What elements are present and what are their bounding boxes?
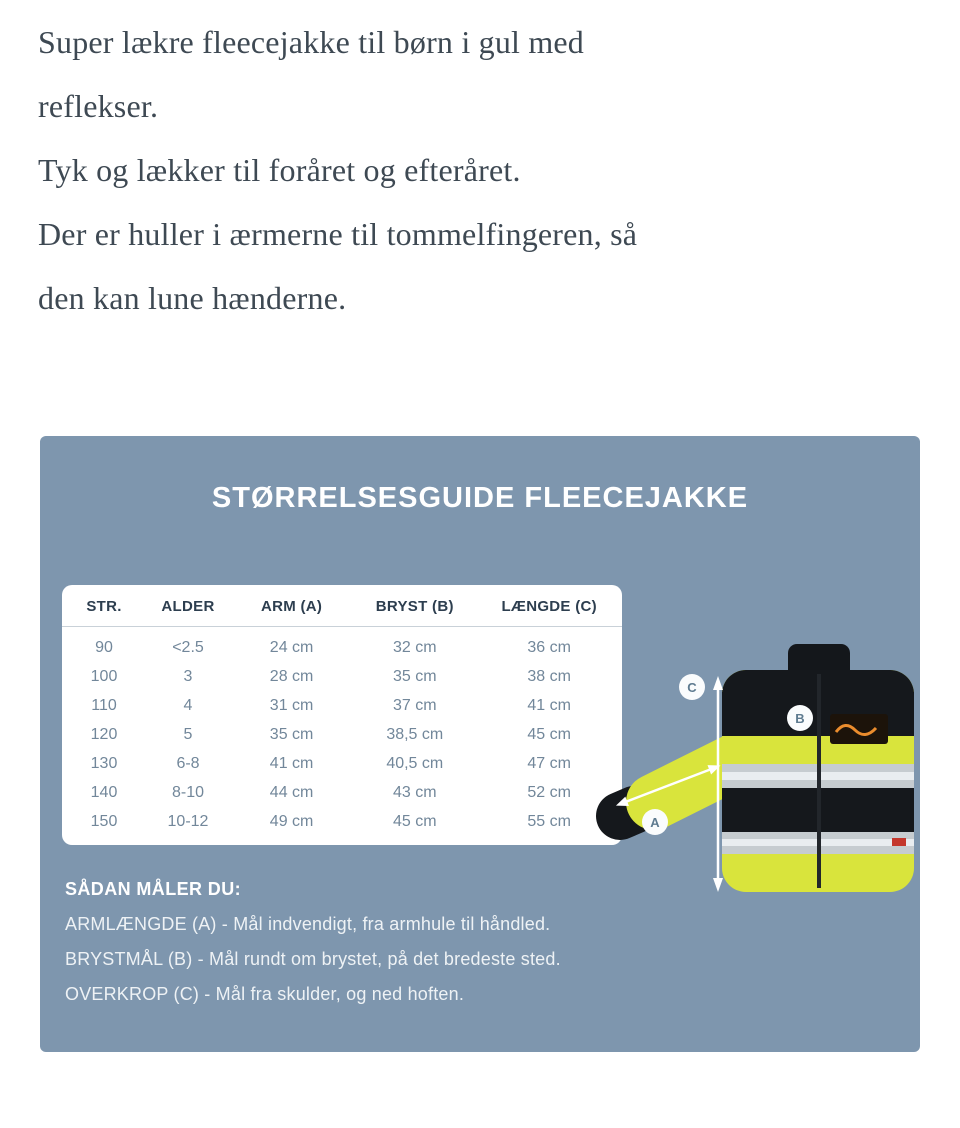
- cell-str: 110: [91, 697, 117, 714]
- measure-label-a: [642, 809, 668, 835]
- cell-bryst: 35 cm: [392, 668, 437, 685]
- product-description: [0, 0, 960, 330]
- cell-bryst: 45 cm: [392, 813, 437, 830]
- cell-str: 140: [90, 784, 118, 801]
- cell-bryst: 38,5 cm: [386, 726, 444, 743]
- col-header-alder: ALDER: [146, 585, 230, 627]
- col-header-bryst: BRYST (B): [353, 585, 476, 627]
- cell-bryst: 32 cm: [392, 639, 437, 656]
- measuring-heading: SÅDAN MÅLER DU:: [65, 878, 241, 899]
- red-tag: [892, 838, 906, 846]
- cell-str: 90: [95, 639, 113, 656]
- cell-arm: 44 cm: [269, 784, 314, 801]
- cell-str: 150: [90, 813, 118, 830]
- svg-text:B: B: [795, 711, 805, 726]
- cell-arm: 41 cm: [269, 755, 314, 772]
- jacket-illustration: [588, 634, 918, 914]
- cell-arm: 35 cm: [269, 726, 314, 743]
- cell-bryst: 40,5 cm: [386, 755, 444, 772]
- description-line: Der er huller i ærmerne til tommelfingeren, så: [38, 216, 638, 252]
- cell-laengde: 38 cm: [527, 668, 571, 685]
- cell-laengde: 36 cm: [527, 639, 571, 656]
- measuring-line-overkrop: OVERKROP (C) - Mål fra skulder, og ned hoften.: [65, 983, 465, 1004]
- cell-str: 120: [90, 726, 118, 743]
- table-row: [62, 721, 622, 750]
- cell-alder: 4: [183, 697, 193, 714]
- cell-laengde: 47 cm: [527, 755, 571, 772]
- table-row: [62, 750, 622, 779]
- size-table-panel: [62, 585, 622, 845]
- description-line: Tyk og lækker til foråret og efteråret.: [38, 152, 521, 188]
- col-header-str: STR.: [62, 585, 146, 627]
- cell-alder: <2.5: [172, 639, 204, 656]
- measure-label-b: [787, 705, 813, 731]
- jacket-sleeve: [620, 760, 738, 816]
- table-row: [62, 808, 622, 837]
- description-line: den kan lune hænderne.: [38, 280, 347, 316]
- table-row: [62, 627, 622, 663]
- table-row: [62, 692, 622, 721]
- size-table-header-row: [62, 585, 622, 627]
- cell-alder: 3: [183, 668, 193, 685]
- cell-alder: 8-10: [171, 784, 205, 801]
- cell-arm: 28 cm: [269, 668, 314, 685]
- svg-text:A: A: [650, 815, 660, 830]
- cell-alder: 5: [183, 726, 193, 743]
- cell-laengde: 52 cm: [527, 784, 571, 801]
- size-guide-card: [40, 436, 920, 1052]
- jacket-torso: [722, 670, 914, 892]
- cell-arm: 24 cm: [269, 639, 314, 656]
- description-line: Super lækre fleecejakke til børn i gul med: [38, 24, 585, 60]
- table-row: [62, 779, 622, 808]
- cell-bryst: 43 cm: [392, 784, 437, 801]
- cell-laengde: 41 cm: [527, 697, 571, 714]
- cell-laengde: 45 cm: [527, 726, 571, 743]
- cell-alder: 6-8: [176, 755, 200, 772]
- cell-arm: 31 cm: [269, 697, 314, 714]
- cell-alder: 10-12: [167, 813, 209, 830]
- cell-bryst: 37 cm: [392, 697, 437, 714]
- col-header-laengde: LÆNGDE (C): [476, 585, 622, 627]
- cell-laengde: 55 cm: [527, 813, 571, 830]
- table-row: [62, 663, 622, 692]
- measuring-line-arm: ARMLÆNGDE (A) - Mål indvendigt, fra armhule til håndled.: [65, 913, 551, 934]
- cell-str: 130: [90, 755, 118, 772]
- cell-str: 100: [90, 668, 118, 685]
- cell-arm: 49 cm: [269, 813, 314, 830]
- size-table: [62, 585, 622, 837]
- description-line: reflekser.: [38, 88, 159, 124]
- measuring-line-bryst: BRYSTMÅL (B) - Mål rundt om brystet, på det bredeste sted.: [65, 948, 561, 969]
- size-guide-title: STØRRELSESGUIDE FLEECEJAKKE: [211, 482, 749, 514]
- measure-label-c: [679, 674, 705, 700]
- col-header-arm: ARM (A): [230, 585, 353, 627]
- svg-text:C: C: [687, 680, 697, 695]
